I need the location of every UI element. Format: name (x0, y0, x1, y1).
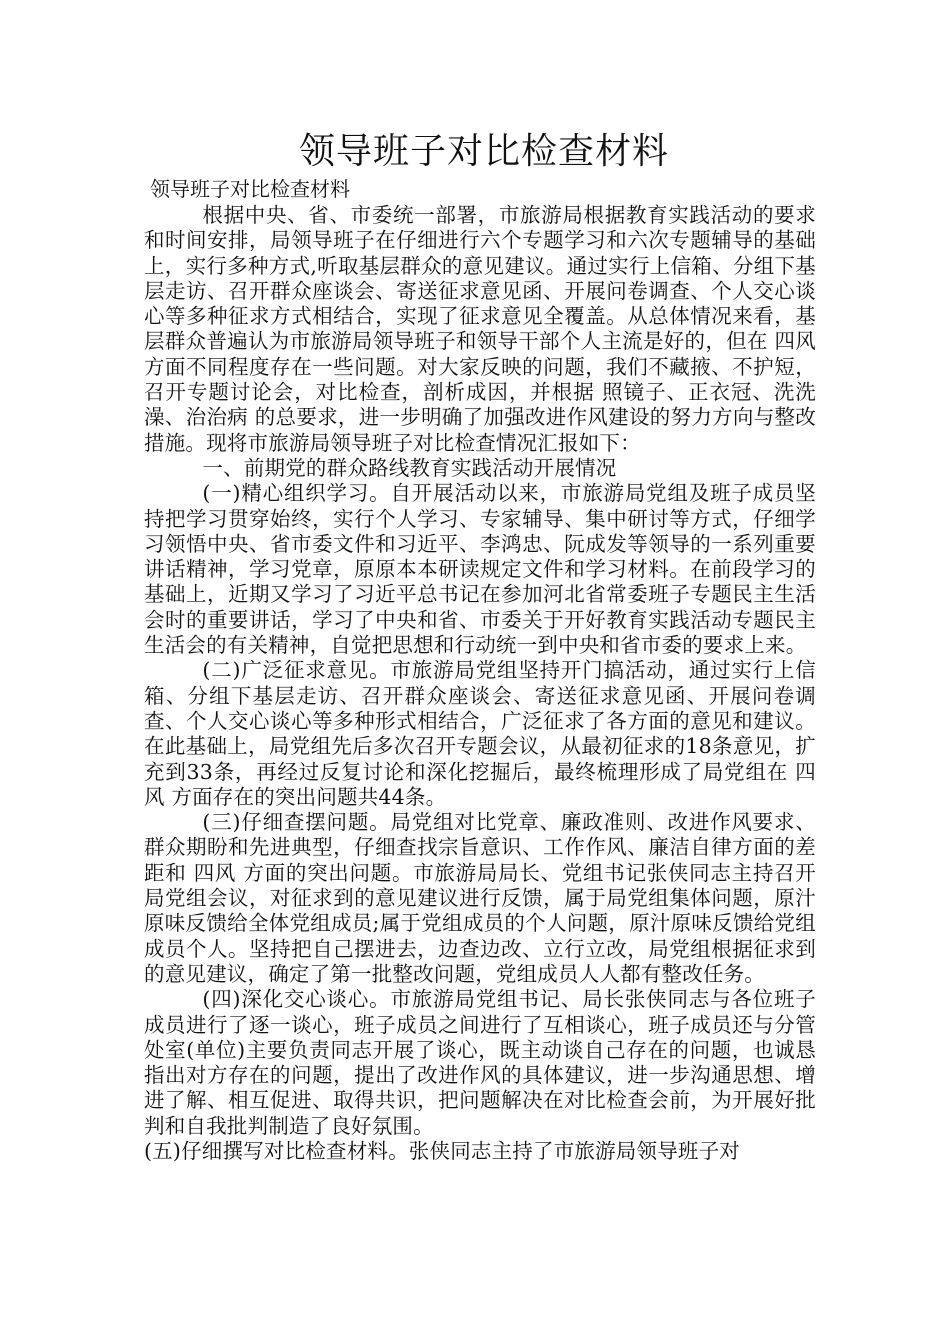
paragraph-study: (一)精心组织学习。自开展活动以来，市旅游局党组及班子成员坚持把学习贯穿始终，实行个人学习、专家辅导、集中研讨等方式，仔细学习领悟中央、省市委文件和习近平、李鸿忠、阮成发等领导的一系列重要讲话精神，学习党章，原原本本研读规定文件和学习材料。在前段学习的基础上，近期又学习了习近平总书记在参加河北省常委班子专题民主生活会时的重要讲话，学习了中央和省、市委关于开好教育实践活动专题民主生活会的有关精神，自觉把思想和行动统一到中央和省市委的要求上来。 (144, 481, 816, 658)
paragraph-opinions: (二)广泛征求意见。市旅游局党组坚持开门搞活动，通过实行上信箱、分组下基层走访、召开群众座谈会、寄送征求意见函、开展问卷调查、个人交心谈心等多种形式相结合，广泛征求了各方面的意见和建议。在此基础上，局党组先后多次召开专题会议，从最初征求的18条意见，扩充到33条，再经过反复讨论和深化挖掘后，最终梳理形成了局党组在 四风 方面存在的突出问题共44条。 (144, 658, 816, 809)
paragraph-problems: (三)仔细查摆问题。局党组对比党章、廉政准则、改进作风要求、群众期盼和先进典型，仔细查找宗旨意识、工作作风、廉洁自律方面的差距和 四风 方面的突出问题。市旅游局局长、党组书记张侠同志主持召开局党组会议，对征求到的意见建议进行反馈，属于局党组集体问题，原汁原味反馈给全体党组成员;属于党组成员的个人问题，原汁原味反馈给党组成员个人。坚持把自己摆进去，边查边改、立行立改，局党组根据征求到的意见建议，确定了第一批整改问题，党组成员人人都有整改任务。 (144, 810, 816, 986)
document-subtitle: 领导班子对比检查材料 (150, 177, 350, 201)
document-page (144, 128, 816, 1164)
paragraph-materials: (五)仔细撰写对比检查材料。张侠同志主持了市旅游局领导班子对 (144, 1138, 740, 1163)
paragraph-intro: 根据中央、省、市委统一部署，市旅游局根据教育实践活动的要求和时间安排，局领导班子在仔细进行六个专题学习和六次专题辅导的基础上，实行多种方式,听取基层群众的意见建议。通过实行上信箱、分组下基层走访、召开群众座谈会、寄送征求意见函、开展问卷调查、个人交心谈心等多种征求方式相结合，实现了征求意见全覆盖。从总体情况来看，基层群众普遍认为市旅游局领导班子和领导干部个人主流是好的，但在 四风 方面不同程度存在一些问题。对大家反映的问题，我们不藏掖、不护短，召开专题讨论会，对比检查，剖析成因，并根据 照镜子、正衣冠、洗洗澡、治治病 的总要求，进一步明确了加强改进作风建设的努力方向与整改措施。现将市旅游局领导班子对比检查情况汇报如下： (144, 203, 816, 455)
section-heading-1: 一、前期党的群众路线教育实践活动开展情况 (202, 455, 617, 480)
paragraph-talks: (四)深化交心谈心。市旅游局党组书记、局长张侠同志与各位班子成员进行了逐一谈心，班子成员之间进行了互相谈心，班子成员还与分管处室(单位)主要负责同志开展了谈心，既主动谈自己存在的问题，也诚恳指出对方存在的问题，提出了改进作风的具体建议，进一步沟通思想、增进了解、相互促进、取得共识，把问题解决在对比检查会前，为开展好批判和自我批判制造了良好氛围。 (144, 987, 816, 1138)
document-title: 领导班子对比检查材料 (298, 131, 669, 172)
